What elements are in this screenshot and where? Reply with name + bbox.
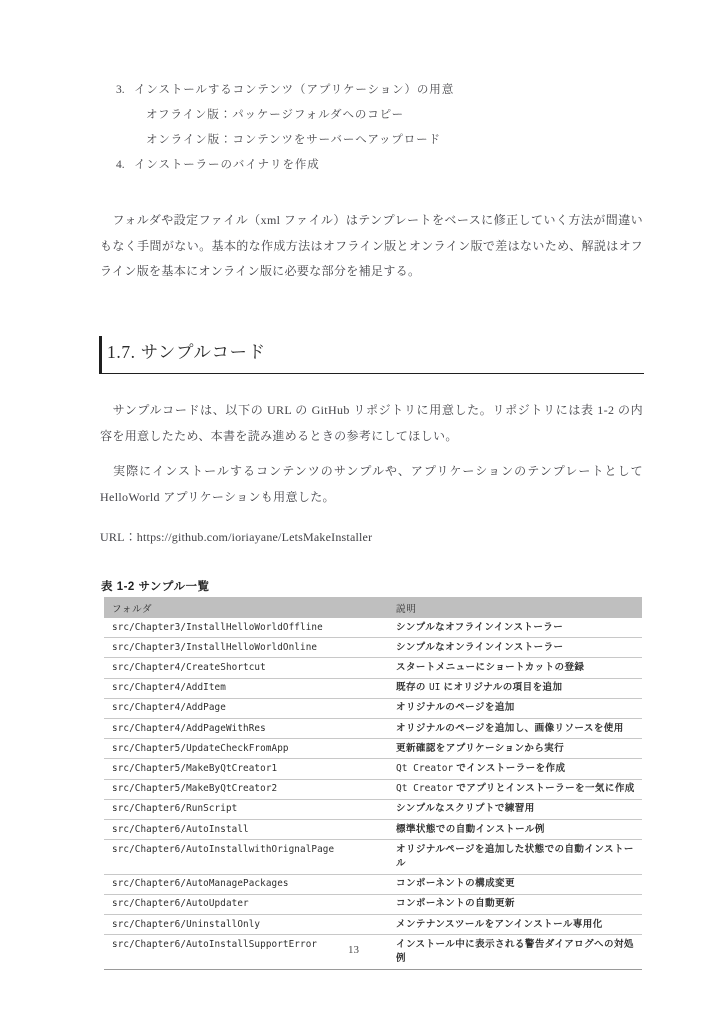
list-item <box>104 78 644 103</box>
table-cell-folder: src/Chapter6/AutoUpdater <box>104 894 388 914</box>
table-cell-folder: src/Chapter6/UninstallOnly <box>104 915 388 935</box>
numbered-step-list <box>104 78 644 178</box>
table-row <box>104 820 642 840</box>
table-cell-folder: src/Chapter5/MakeByQtCreator1 <box>104 759 388 779</box>
list-item-label: インストーラーのバイナリを作成 <box>134 159 320 171</box>
table-cell-description: オリジナルのページを追加し、画像リソースを使用 <box>388 719 642 739</box>
list-item <box>104 153 644 178</box>
list-item-label: インストールするコンテンツ（アプリケーション）の用意 <box>134 84 455 96</box>
table-cell-folder: src/Chapter4/AddPageWithRes <box>104 719 388 739</box>
list-item-number: 4. <box>116 159 125 171</box>
table-cell-folder: src/Chapter3/InstallHelloWorldOffline <box>112 621 323 633</box>
paragraph-intro: フォルダや設定ファイル（xml ファイル）はテンプレートをベースに修正していく方法が間違いもなく手間がない。基本的な作成方法はオフライン版とオンライン版で差はないため、解説はオフライン版を基本にオンライン版に必要な部分を補足する。 <box>100 213 643 278</box>
inline-code: UI <box>428 682 441 694</box>
table-cell-folder: src/Chapter4/AddPage <box>104 698 388 718</box>
list-item-number: 3. <box>116 84 125 96</box>
table-cell-description: シンプルなオンラインインストーラー <box>388 638 642 658</box>
table-row <box>104 915 642 935</box>
table-cell-folder: src/Chapter6/AutoInstallwithOrignalPage <box>104 840 388 874</box>
table-cell-folder: src/Chapter4/AddItem <box>104 678 388 698</box>
table-cell-folder: src/Chapter6/AutoInstall <box>104 820 388 840</box>
list-item-sub: オンライン版：コンテンツをサーバーへアップロード <box>146 134 441 146</box>
table-row <box>104 618 642 638</box>
table-row <box>104 759 642 779</box>
table-row <box>104 698 642 718</box>
table-cell-description: Qt Creator でインストーラーを作成 <box>388 759 642 779</box>
table-row <box>104 678 642 698</box>
table-row <box>104 638 642 658</box>
table-cell-description: 更新確認をアプリケーションから実行 <box>388 739 642 759</box>
page-number: 13 <box>348 944 359 956</box>
table-cell-folder: src/Chapter3/InstallHelloWorldOnline <box>104 638 388 658</box>
table-cell-description: インストール中に表示される警告ダイアログへの対処例 <box>388 935 642 969</box>
table-cell-description: シンプルなスクリプトで練習用 <box>388 799 642 819</box>
paragraph-sample-2: 実際にインストールするコンテンツのサンプルや、アプリケーションのテンプレートとして HelloWorld アプリケーションも用意した。 <box>100 464 643 504</box>
table-cell-folder: src/Chapter6/AutoInstallSupportError <box>104 935 388 969</box>
table-cell-description: Qt Creator でアプリとインストーラーを一気に作成 <box>388 779 642 799</box>
table-cell-description: コンポーネントの自動更新 <box>388 894 642 914</box>
table-header-row <box>104 597 642 618</box>
table-cell-description: 既存の UI にオリジナルの項目を追加 <box>388 678 642 698</box>
table-row <box>104 799 642 819</box>
table-cell-description: メンテナンスツールをアンインストール専用化 <box>388 915 642 935</box>
sample-table <box>104 597 642 970</box>
table-cell-description: コンポーネントの構成変更 <box>388 874 642 894</box>
table-cell-folder: src/Chapter5/UpdateCheckFromApp <box>104 739 388 759</box>
table-cell-description: 標準状態での自動インストール例 <box>388 820 642 840</box>
table-row <box>104 739 642 759</box>
table-row <box>104 874 642 894</box>
table-cell-folder: src/Chapter6/AutoManagePackages <box>104 874 388 894</box>
inline-code: Qt Creator <box>396 783 454 795</box>
paragraph-sample-1: サンプルコードは、以下の URL の GitHub リポジトリに用意した。リポジトリには表 1-2 の内容を用意したため、本書を読み進めるときの参考にしてほしい。 <box>100 403 643 443</box>
table-row <box>104 779 642 799</box>
table-row <box>104 719 642 739</box>
table-cell-description: オリジナルページを追加した状態での自動インストール <box>388 840 642 874</box>
table-row <box>104 894 642 914</box>
column-header-folder: フォルダ <box>104 597 388 618</box>
table-body <box>104 618 642 969</box>
table-cell-folder: src/Chapter5/MakeByQtCreator2 <box>104 779 388 799</box>
inline-code: Qt Creator <box>396 762 454 774</box>
table-row <box>104 658 642 678</box>
table-cell-description: オリジナルのページを追加 <box>388 698 642 718</box>
table-caption: 表 1-2 サンプル一覧 <box>101 581 210 593</box>
column-header-description: 説明 <box>388 597 642 618</box>
table-cell-description: シンプルなオフラインインストーラー <box>396 621 564 633</box>
page-title: 1.7. サンプルコード <box>107 341 266 362</box>
table-cell-folder: src/Chapter6/RunScript <box>104 799 388 819</box>
table-row <box>104 840 642 874</box>
table-cell-description: スタートメニューにショートカットの登録 <box>388 658 642 678</box>
table-cell-folder: src/Chapter4/CreateShortcut <box>104 658 388 678</box>
repository-url[interactable]: URL：https://github.com/ioriayane/LetsMakeInstaller <box>100 530 373 544</box>
section-heading <box>99 336 644 374</box>
list-item-sub: オフライン版：パッケージフォルダへのコピー <box>146 109 404 121</box>
